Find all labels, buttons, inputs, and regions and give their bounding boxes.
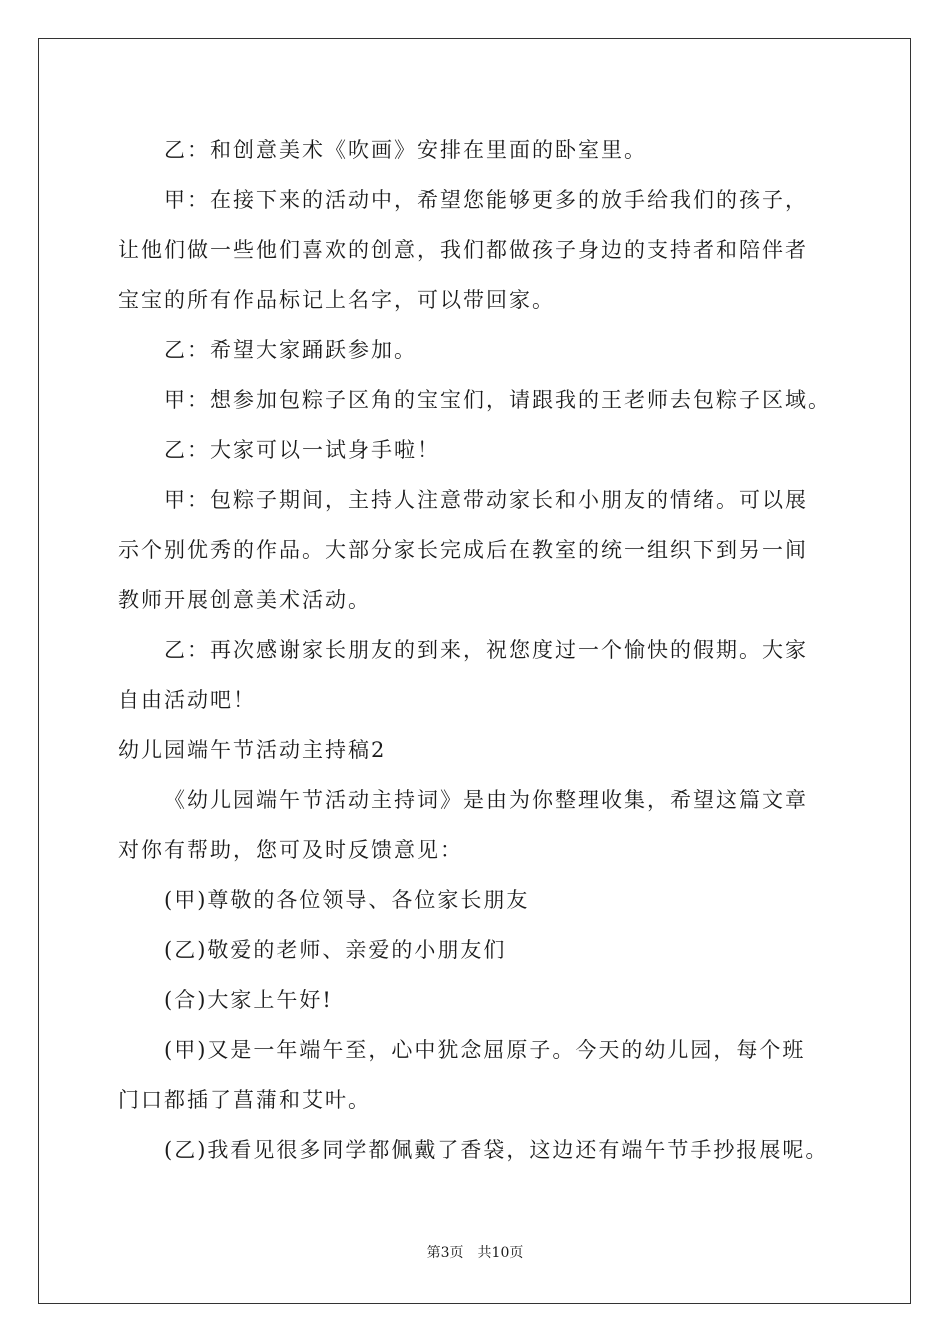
paragraph-line: 乙：希望大家踊跃参加。 [164, 338, 417, 362]
paragraph-line: 《幼儿园端午节活动主持词》是由为你整理收集，希望这篇文章 [164, 788, 808, 812]
paragraph-line: 示个别优秀的作品。大部分家长完成后在教室的统一组织下到另一间 [118, 538, 808, 562]
paragraph-line: (合)大家上午好! [164, 988, 333, 1012]
page-footer: 第3页 共10页 [426, 1245, 524, 1261]
paragraph-line: 门口都插了菖蒲和艾叶。 [118, 1088, 371, 1112]
paragraph-line: 甲：包粽子期间，主持人注意带动家长和小朋友的情绪。可以展 [164, 488, 808, 512]
paragraph-line: 对你有帮助，您可及时反馈意见： [118, 838, 463, 862]
section-heading: 幼儿园端午节活动主持稿2 [118, 738, 387, 762]
paragraph-line: (甲)尊敬的各位领导、各位家长朋友 [164, 888, 530, 912]
document-body [118, 125, 858, 1175]
paragraph-line: 乙：再次感谢家长朋友的到来，祝您度过一个愉快的假期。大家 [164, 638, 808, 662]
paragraph-line: 自由活动吧！ [118, 688, 256, 712]
paragraph-line: 宝宝的所有作品标记上名字，可以带回家。 [118, 288, 555, 312]
paragraph-line: 甲：想参加包粽子区角的宝宝们，请跟我的王老师去包粽子区域。 [164, 388, 831, 412]
paragraph-line: (乙)我看见很多同学都佩戴了香袋，这边还有端午节手抄报展呢。 [164, 1138, 829, 1162]
paragraph-line: 让他们做一些他们喜欢的创意，我们都做孩子身边的支持者和陪伴者 [118, 238, 808, 262]
paragraph-line: 乙：和创意美术《吹画》安排在里面的卧室里。 [164, 138, 647, 162]
paragraph-line: (甲)又是一年端午至，心中犹念屈原子。今天的幼儿园，每个班 [164, 1038, 806, 1062]
paragraph-line: 甲：在接下来的活动中，希望您能够更多的放手给我们的孩子， [164, 188, 808, 212]
paragraph-line: 乙：大家可以一试身手啦！ [164, 438, 440, 462]
paragraph-line: (乙)敬爱的老师、亲爱的小朋友们 [164, 938, 507, 962]
paragraph-line: 教师开展创意美术活动。 [118, 588, 371, 612]
